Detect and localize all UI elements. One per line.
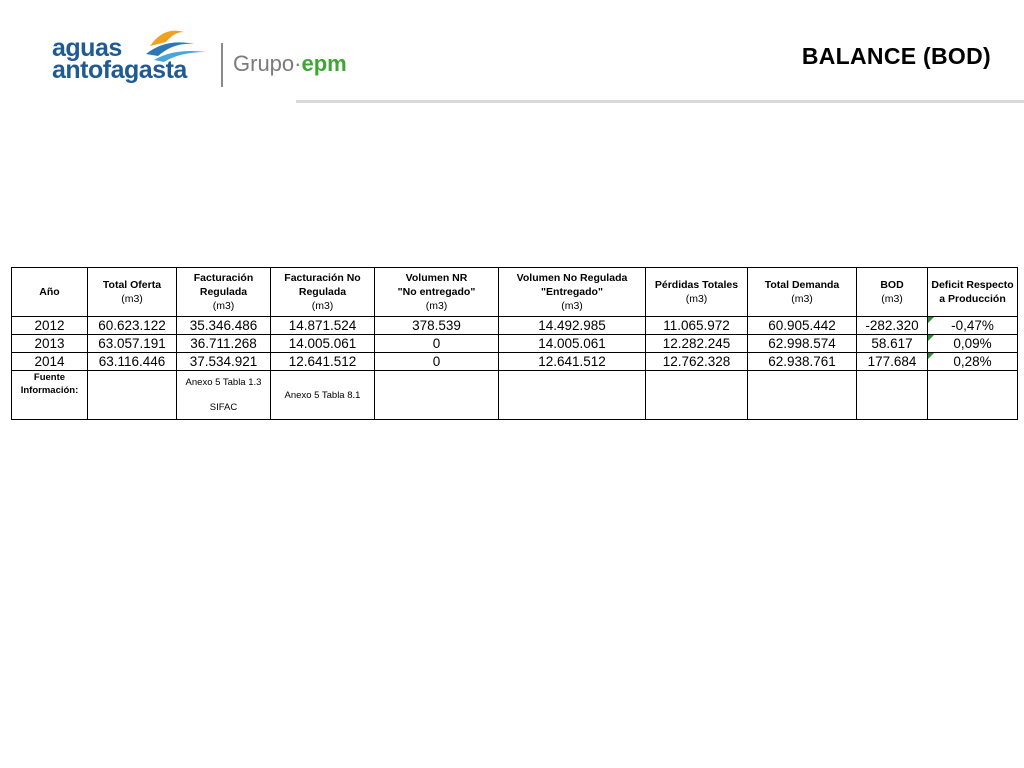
cell-year: 2013 (12, 335, 88, 353)
col-unit: (m3) (881, 293, 903, 305)
col-label: Pérdidas Totales (654, 279, 739, 291)
source-total-oferta (88, 371, 177, 420)
cell-deficit-value: 0,09% (953, 336, 992, 351)
cell-perdidas-totales: 11.065.972 (646, 317, 748, 335)
col-label: Deficit Respecto a Producción (931, 279, 1014, 305)
cell-year: 2012 (12, 317, 88, 335)
comment-marker-icon (928, 317, 934, 323)
source-anexo-8-1: Anexo 5 Tabla 8.1 (284, 389, 361, 401)
cell-facturacion-no-regulada: 12.641.512 (271, 353, 375, 371)
col-unit: (m3) (311, 300, 334, 312)
comment-marker-icon (928, 353, 934, 359)
source-empty (499, 371, 646, 420)
col-label: Año (39, 286, 60, 298)
source-anexo-1-3: Anexo 5 Tabla 1.3 (185, 377, 262, 388)
cell-volumen-nr-no-entregado: 0 (375, 353, 499, 371)
cell-bod: 58.617 (857, 335, 928, 353)
header-rule (296, 100, 1024, 103)
cell-facturacion-no-regulada: 14.005.061 (271, 335, 375, 353)
col-unit: (m3) (212, 300, 235, 312)
wave-icon (144, 24, 208, 64)
epm-brand: epm (301, 51, 347, 76)
source-row (12, 371, 1018, 420)
cell-perdidas-totales: 12.762.328 (646, 353, 748, 371)
col-header (88, 268, 177, 317)
source-empty (646, 371, 748, 420)
page-title: BALANCE (BOD) (801, 43, 991, 69)
cell-volumen-nr-entregado: 14.492.985 (499, 317, 646, 335)
col-header (646, 268, 748, 317)
source-label (12, 371, 88, 420)
cell-deficit-value: 0,28% (953, 354, 992, 369)
cell-total-oferta: 63.057.191 (88, 335, 177, 353)
group-brand (233, 51, 347, 77)
company-logo (52, 24, 362, 92)
table-row (12, 317, 1018, 335)
balance-table (11, 267, 1018, 420)
cell-facturacion-regulada: 35.346.486 (177, 317, 271, 335)
cell-volumen-nr-no-entregado: 0 (375, 335, 499, 353)
source-empty (857, 371, 928, 420)
logo-divider (221, 43, 223, 87)
source-facturacion-no-regulada (271, 371, 375, 420)
source-sifac: SIFAC (209, 402, 238, 413)
col-label: Facturación No Regulada (284, 272, 361, 298)
cell-perdidas-totales: 12.282.245 (646, 335, 748, 353)
cell-year: 2014 (12, 353, 88, 371)
cell-total-oferta: 60.623.122 (88, 317, 177, 335)
col-label: BOD (880, 279, 904, 291)
logo-text-antofagasta: antofagasta (52, 56, 187, 84)
cell-deficit-value: -0,47% (951, 318, 994, 333)
col-header (271, 268, 375, 317)
col-label: Total Oferta (102, 279, 162, 291)
table-row (12, 335, 1018, 353)
cell-deficit (928, 335, 1018, 353)
cell-facturacion-regulada: 37.534.921 (177, 353, 271, 371)
col-unit: (m3) (685, 293, 708, 305)
col-label: Total Demanda (764, 279, 840, 291)
table-row (12, 353, 1018, 371)
cell-total-oferta: 63.116.446 (88, 353, 177, 371)
col-header (748, 268, 857, 317)
cell-total-demanda: 62.998.574 (748, 335, 857, 353)
cell-volumen-nr-entregado: 14.005.061 (499, 335, 646, 353)
source-empty (748, 371, 857, 420)
cell-volumen-nr-entregado: 12.641.512 (499, 353, 646, 371)
source-empty (928, 371, 1018, 420)
col-header (857, 268, 928, 317)
col-label: Volumen No Regulada "Entregado" (516, 272, 628, 298)
cell-deficit (928, 353, 1018, 371)
logo-text-aguas: aguas (52, 34, 122, 62)
cell-deficit (928, 317, 1018, 335)
table-header-row (12, 268, 1018, 317)
col-header (177, 268, 271, 317)
group-prefix: Grupo· (233, 51, 302, 76)
col-label: Volumen NR "No entregado" (397, 272, 476, 298)
source-facturacion-regulada (177, 371, 271, 420)
col-unit: (m3) (561, 300, 583, 312)
cell-total-demanda: 62.938.761 (748, 353, 857, 371)
col-unit: (m3) (791, 293, 813, 305)
cell-volumen-nr-no-entregado: 378.539 (375, 317, 499, 335)
col-header (499, 268, 646, 317)
source-label-line1: Fuente (33, 372, 66, 383)
source-empty (375, 371, 499, 420)
col-unit: (m3) (425, 300, 448, 312)
source-label-line2: Información: (20, 385, 79, 396)
col-unit: (m3) (121, 293, 143, 305)
cell-total-demanda: 60.905.442 (748, 317, 857, 335)
comment-marker-icon (928, 335, 934, 341)
cell-bod: 177.684 (857, 353, 928, 371)
col-label: Facturación Regulada (193, 272, 254, 298)
col-header (375, 268, 499, 317)
cell-facturacion-regulada: 36.711.268 (177, 335, 271, 353)
cell-facturacion-no-regulada: 14.871.524 (271, 317, 375, 335)
cell-bod: -282.320 (857, 317, 928, 335)
col-header (928, 268, 1018, 317)
col-header (12, 268, 88, 317)
